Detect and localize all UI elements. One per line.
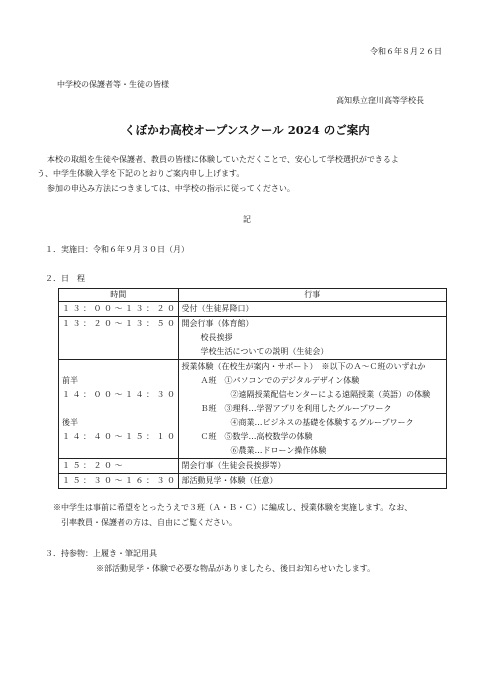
section-items: ３．持参物：上履き・筆記用具 xyxy=(45,549,157,558)
document-title: くぼかわ高校オープンスクール 2024 のご案内 xyxy=(124,123,370,137)
intro-line-3: 参加の申込み方法につきましては、中学校の指示に従ってください。 xyxy=(47,184,295,193)
ki-label: 記 xyxy=(243,215,251,224)
row-event: 部活動見学・体験（任意） xyxy=(181,476,278,485)
row-sub-item: ④商業…ビジネスの基礎を体験するグループワーク xyxy=(230,418,414,427)
table-row xyxy=(59,302,447,317)
row-sub-item: ⑥農業…ドローン操作体験 xyxy=(230,446,327,455)
row-event: 開会行事（体育館） xyxy=(181,319,254,328)
note-line-2: 引率教員・保護者の方は、自由にご覧ください。 xyxy=(61,518,237,527)
header-event: 行事 xyxy=(178,289,447,302)
row-event: 受付（生徒昇降口） xyxy=(181,304,254,313)
row-sub-item: Ａ班 ①パソコンでのデジタルデザイン体験 xyxy=(200,376,360,385)
row-sub-item: 学校生活についての説明（生徒会） xyxy=(200,347,329,356)
row-sub-item: ②遠隔授業配信センターによる遠隔授業（英語）の体験 xyxy=(230,390,431,399)
row-sub-item: Ｃ班 ⑤数学…高校数学の体験 xyxy=(200,432,313,441)
section-schedule: ２．日 程 xyxy=(45,274,85,283)
document-date: 令和６年８月２６日 xyxy=(370,47,442,56)
sender: 高知県立窪川高等学校長 xyxy=(336,96,424,105)
row-time: １５：２０～ xyxy=(62,461,125,470)
row-label-second-half: 後半 xyxy=(62,418,78,427)
row-time: １５：３０～１６：３０ xyxy=(62,476,178,485)
intro-line-1: 本校の取組を生徒や保護者、教員の皆様に体験していただくことで、安心して学校選択ができるよ xyxy=(47,155,399,164)
section-date: １．実施日：令和６年９月３０日（月） xyxy=(45,245,189,254)
row-label-first-half: 前半 xyxy=(62,376,78,385)
header-time: 時間 xyxy=(59,289,179,302)
schedule-table xyxy=(58,288,447,489)
table-header-row xyxy=(59,289,447,302)
row-sub-item: 校長挨拶 xyxy=(200,333,233,342)
table-row xyxy=(59,360,447,459)
row-time: １４：００～１４：３０ xyxy=(62,390,178,399)
note-line-3: ※部活動見学・体験で必要な物品がありましたら、後日お知らせいたします。 xyxy=(96,564,376,573)
addressee: 中学校の保護者等・生徒の皆様 xyxy=(57,80,169,89)
row-event: 授業体験（在校生が案内・サポート） ※以下のＡ～Ｃ班のいずれか xyxy=(181,362,426,371)
table-row xyxy=(59,459,447,474)
row-event: 閉会行事（生徒会長挨拶等） xyxy=(181,461,286,470)
table-row xyxy=(59,474,447,489)
row-sub-item: Ｂ班 ③理科…学習アプリを利用したグループワーク xyxy=(200,404,392,413)
row-time: １３：２０～１３：５０ xyxy=(62,319,178,328)
note-line-1: ※中学生は事前に希望をとったうえで３班（Ａ・Ｂ・Ｃ）に編成し、授業体験を実施します。なお、 xyxy=(53,503,413,512)
row-time: １４：４０～１５：１０ xyxy=(62,432,178,441)
table-row xyxy=(59,317,447,360)
row-time: １３：００～１３：２０ xyxy=(62,304,178,313)
intro-line-2: う、中学生体験入学を下記のとおりご案内申し上げます。 xyxy=(37,169,245,178)
